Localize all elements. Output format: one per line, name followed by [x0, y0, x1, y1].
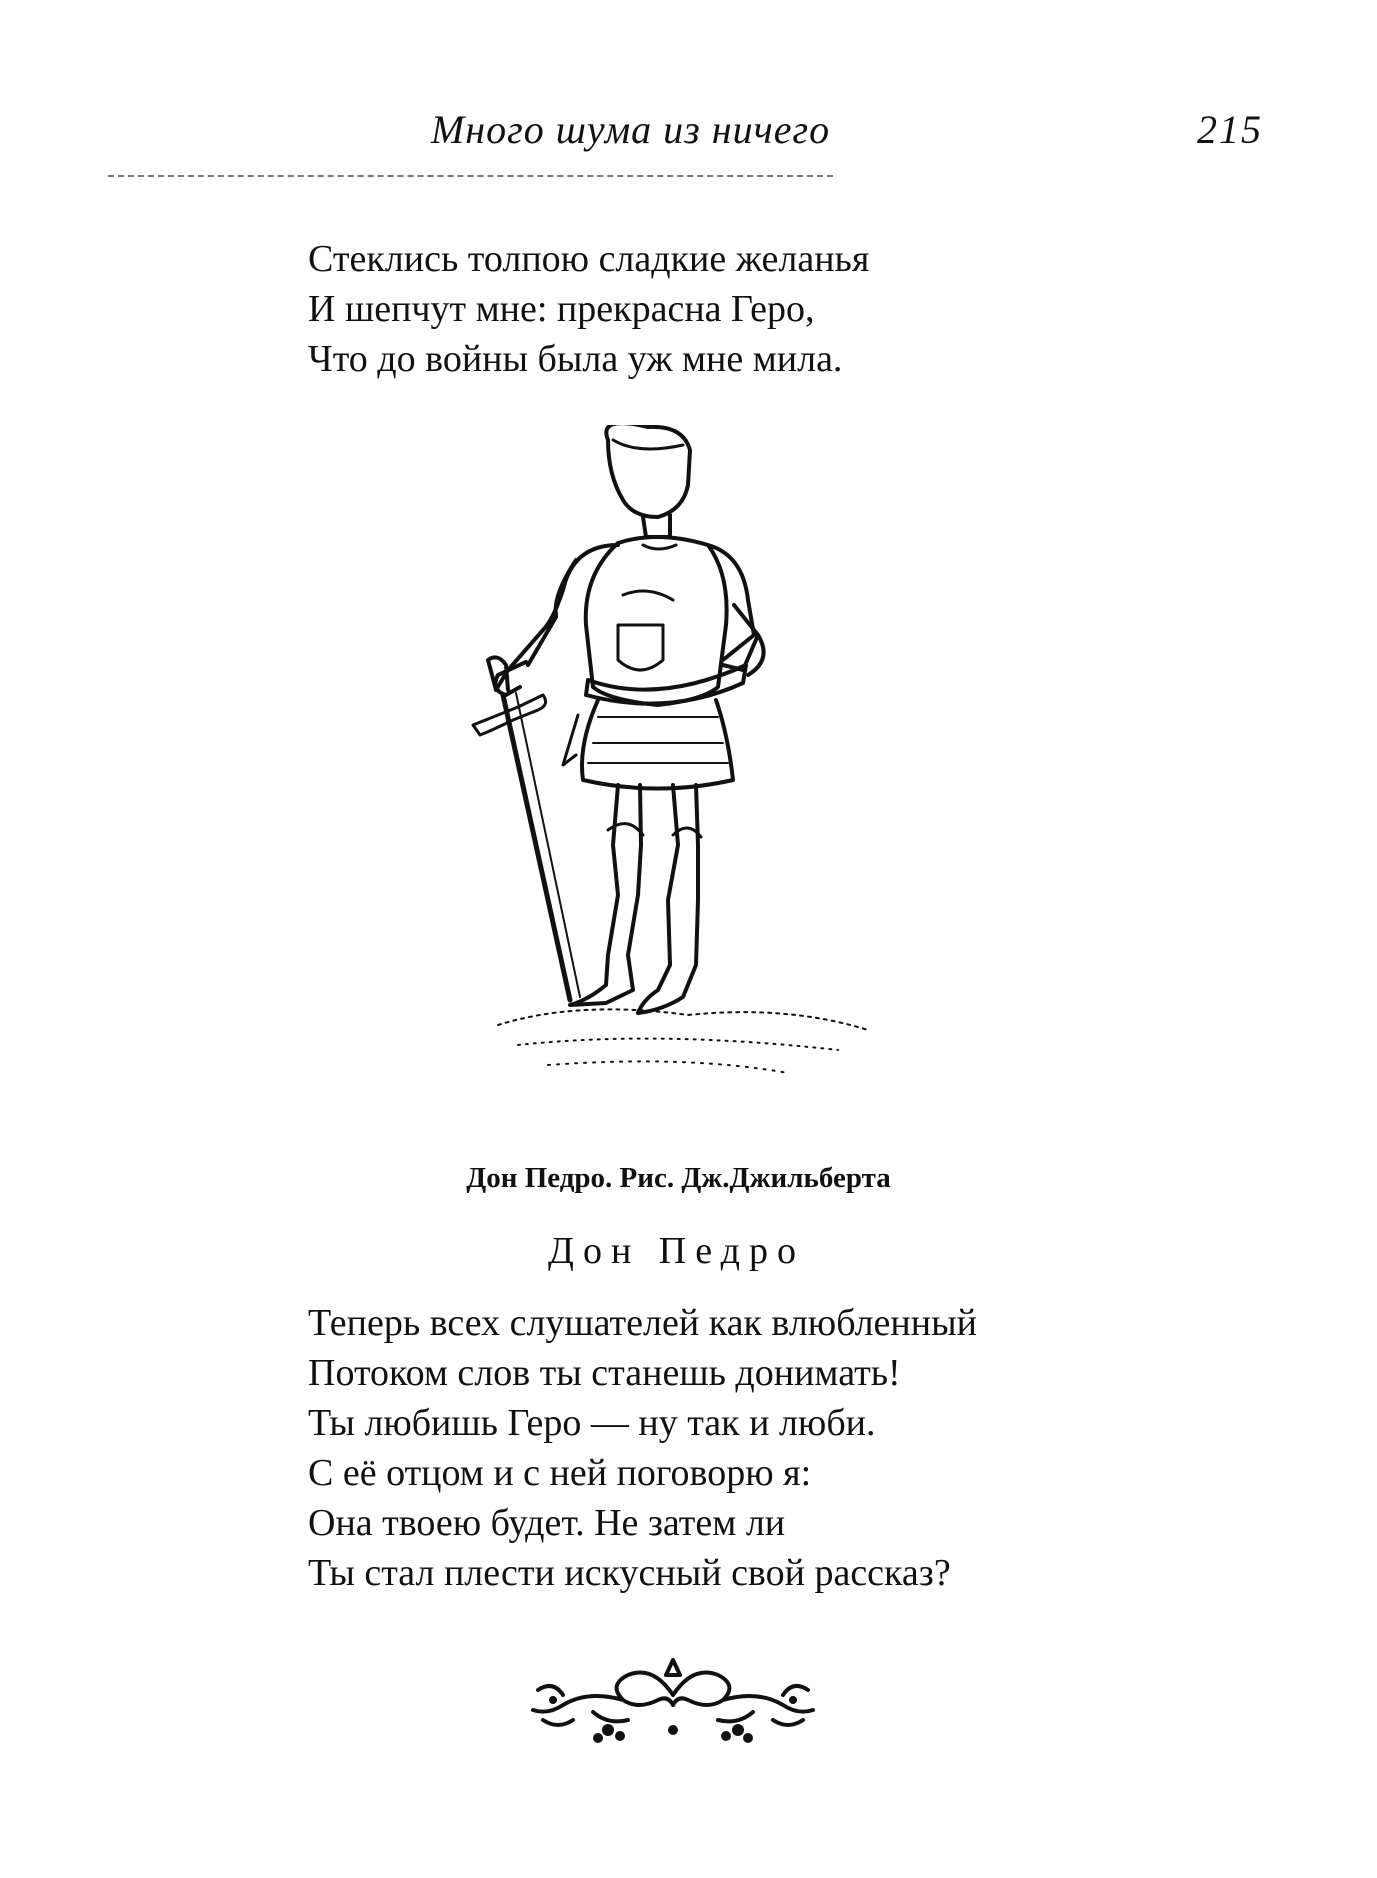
- verse-line: Она твоею будет. Не затем ли: [308, 1502, 786, 1544]
- speaker-name: [0, 1229, 1377, 1273]
- decorative-ornament: [518, 1650, 828, 1750]
- figure-caption: [0, 1162, 1377, 1195]
- verse-line: И шепчут мне: прекрасна Геро,: [308, 288, 815, 330]
- verse-line: Потоком слов ты станешь донимать!: [308, 1352, 901, 1394]
- verse-line: Ты стал плести искусный свой рассказ?: [308, 1552, 951, 1594]
- stanza-two: [308, 1298, 977, 1598]
- verse-line: Стеклись толпою сладкие желанья: [308, 238, 870, 280]
- caption-text: Дон Педро. Рис. Дж.Джильберта: [466, 1162, 891, 1194]
- running-header-title: Много шума из ничего: [430, 107, 831, 152]
- verse-line: Ты любишь Геро — ну так и люби.: [308, 1402, 876, 1444]
- verse-line: С её отцом и с ней поговорю я:: [308, 1452, 812, 1494]
- stanza-one: [308, 234, 869, 384]
- page-number: 215: [1197, 107, 1263, 152]
- verse-line: Теперь всех слушателей как влюбленный: [308, 1302, 977, 1344]
- speaker-label: Дон Педро: [548, 1230, 805, 1272]
- header-rule: [108, 175, 833, 177]
- verse-line: Что до войны была уж мне мила.: [308, 338, 843, 380]
- running-header: [0, 106, 1377, 153]
- don-pedro-illustration: [458, 425, 918, 1125]
